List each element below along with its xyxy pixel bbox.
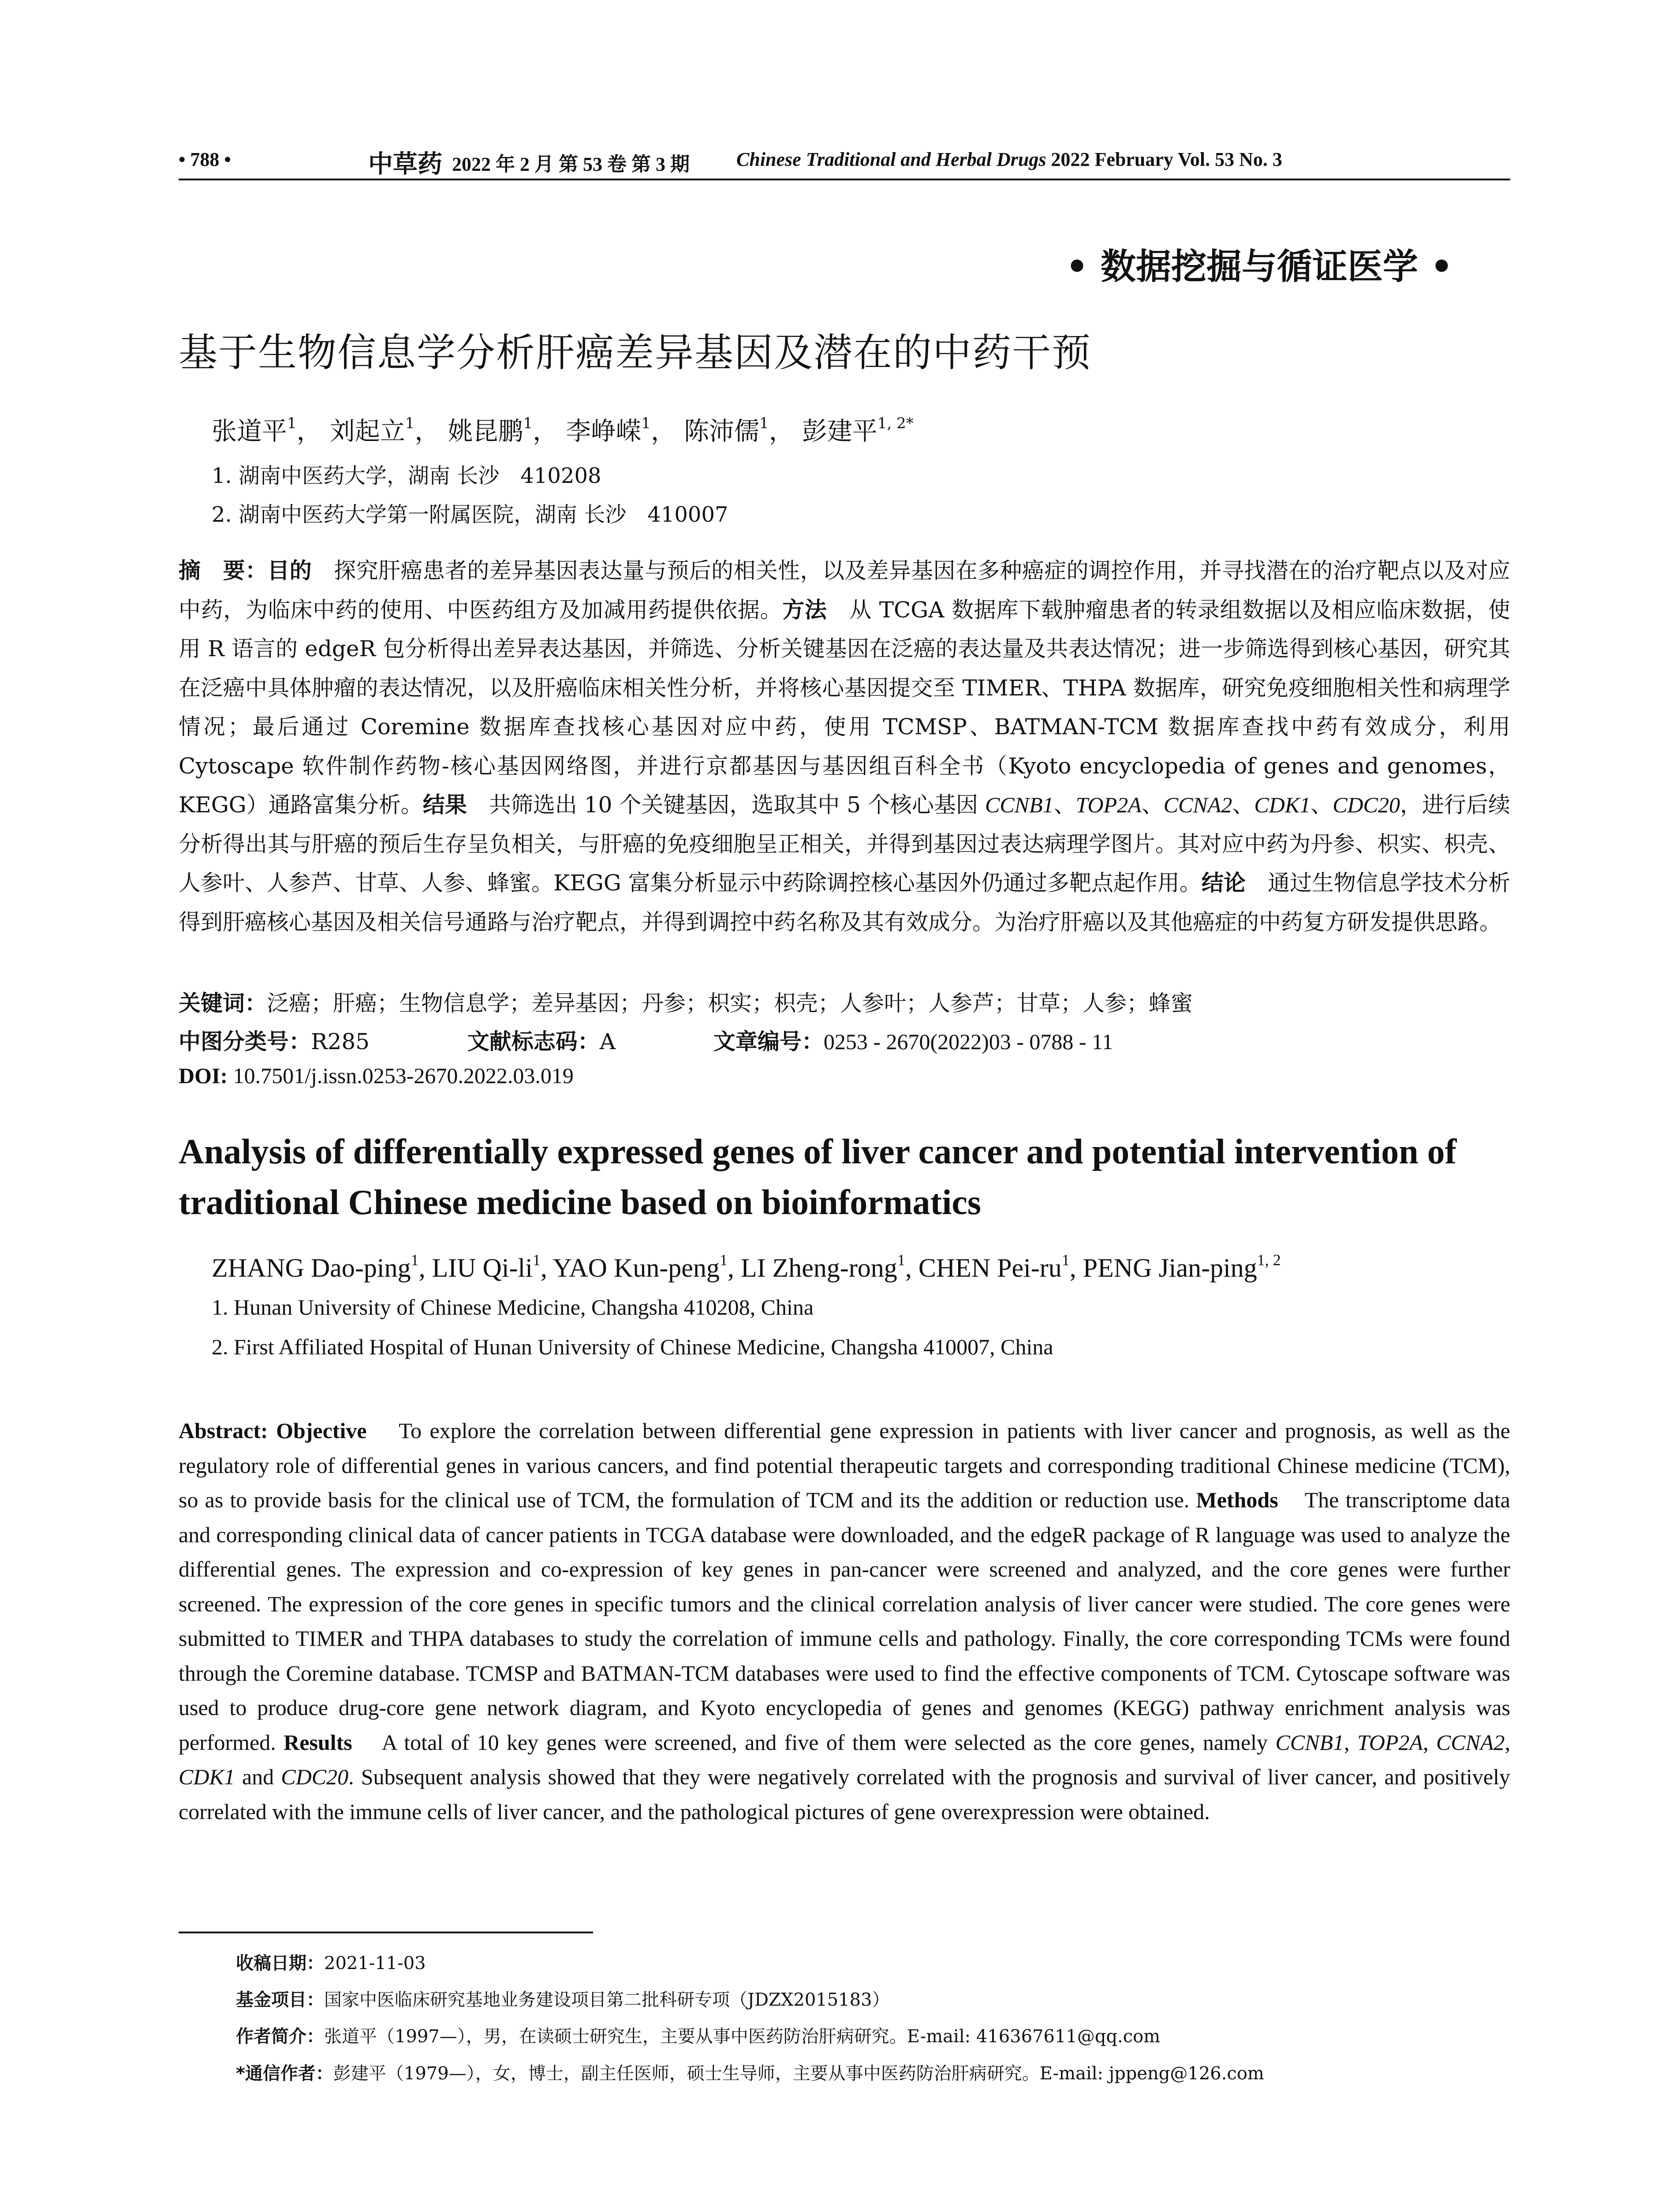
gene-name: TOP2A xyxy=(1357,1730,1423,1755)
author-sup: 1 xyxy=(532,1251,541,1269)
page-number: • 788 • xyxy=(179,149,231,170)
author-sup: 1 xyxy=(641,415,651,432)
title-cn: 基于生物信息学分析肝癌差异基因及潜在的中药干预 xyxy=(179,330,1092,375)
footnote-received xyxy=(236,1949,426,1974)
author-en: CHEN Pei-ru xyxy=(918,1253,1062,1282)
author-sup: 1 xyxy=(897,1251,905,1269)
footnote-text: 2021-11-03 xyxy=(324,1953,426,1973)
author-sup: 1 xyxy=(759,415,769,432)
issue-en-tail: 2022 February Vol. 53 No. 3 xyxy=(1051,149,1282,170)
author-cn: 张道平 xyxy=(212,417,287,446)
separator: 、 xyxy=(1310,792,1333,818)
author-en: YAO Kun-peng xyxy=(553,1253,720,1282)
header-issue-cn: 2022 年 2 月 第 53 卷 第 3 期 xyxy=(452,153,690,175)
gene-name: TOP2A xyxy=(1075,792,1142,817)
results-cn-b: ，进行后续分析得出其与肝癌的预后生存呈负相关，与肝癌的免疫细胞呈正相关，并得到基因过表达病理学图片。其对应中药为丹参、枳实、枳壳、人参叶、人参芦、甘草、人参、蜂蜜。KEGG 富集分析显示中药除调控核心基因外仍通过多靶点起作用。 xyxy=(179,792,1511,896)
title-en: Analysis of differentially expressed genes of liver cancer and potential intervention of traditional Chinese medicine based on bioinformatics xyxy=(179,1132,1457,1222)
doi-label: DOI: xyxy=(179,1063,228,1088)
footnote-rule xyxy=(179,1932,593,1933)
author-sup: 1, 2 xyxy=(1257,1251,1281,1269)
article-no-label: 文章编号： xyxy=(713,1029,824,1054)
running-header xyxy=(179,148,1510,179)
affiliation-en-2: 2. First Affiliated Hospital of Hunan University of Chinese Medicine, Changsha 410007, China xyxy=(212,1334,1053,1359)
footnote-label: 作者简介： xyxy=(236,2026,324,2047)
abstract-en: Abstract: Objective To explore the correlation between differential gene expression in patients with liver cancer and prognosis, as well as the regulatory role of differential genes in various cancers, and find potential therapeutic targets and corresponding traditional Chinese medicine (TCM), so as to provide basis for the clinical use of TCM, the formulation of TCM and its the addition or reduction use. Methods The transcriptome data and corresponding clinical data of cancer patients in TCGA database were downloaded, and the edgeR package of R language was used to analyze the differential genes. The expression and co-expression of key genes in pan-cancer were screened and analyzed, and the core genes were further screened. The expression of the core genes in specific tumors and the clinical correlation analysis of liver cancer were studied. The core genes were submitted to TIMER and THPA databases to study the correlation of immune cells and pathology. Finally, the core corresponding TCMs were found through the Coremine database. TCMSP and BATMAN-TCM databases were used to find the effective components of TCM. Cytoscape software was used to produce drug-core gene network diagram, and Kyoto encyclopedia of genes and genomes (KEGG) pathway enrichment analysis was performed. Results A total of 10 key genes were screened, and five of them were selected as the core genes, namely CCNB1, TOP2A, CCNA2, CDK1 and CDC20. Subsequent analysis showed that they were negatively correlated with the prognosis and survival of liver cancer, and positively correlated with the immune cells of liver cancer, and the pathological pictures of gene overexpression were obtained. xyxy=(179,1418,1511,1824)
gene-name: CCNA2 xyxy=(1163,792,1232,817)
keywords-line xyxy=(179,986,1193,1017)
separator: 、 xyxy=(1141,792,1164,818)
column-label: • 数据挖掘与循证医学 • xyxy=(1066,246,1453,287)
gene-name: CDK1 xyxy=(1254,792,1311,817)
results-label-cn: 结果 xyxy=(422,792,467,818)
gene-name: CCNB1 xyxy=(1275,1730,1344,1755)
results-cn-a: 共筛选出 10 个关键基因，选取其中 5 个核心基因 xyxy=(489,792,985,818)
methods-cn: 从 TCGA 数据库下载肿瘤患者的转录组数据以及相应临床数据，使用 R 语言的 edgeR 包分析得出差异表达基因，并筛选、分析关键基因在泛癌的表达量及共表达情况；进一步筛选得到核心基因，研究其在泛癌中具体肿瘤的表达情况，以及肝癌临床相关性分析，并将核心基因提交至 TIMER、THPA 数据库，研究免疫细胞相关性和病理学情况；最后通过 Coremine 数据库查找核心基因对应中药，使用 TCMSP、BATMAN-TCM 数据库查找中药有效成分，利用 Cytoscape 软件制作药物-核心基因网络图，并进行京都基因与基因组百科全书（Kyoto encyclopedia of genes and genomes，KEGG）通路富集分析。 xyxy=(179,597,1511,818)
objective-label-cn: 目的 xyxy=(267,558,312,583)
abstract-cn-label: 摘 要： xyxy=(179,558,268,583)
keywords-text: 泛癌；肝癌；生物信息学；差异基因；丹参；枳实；枳壳；人参叶；人参芦；甘草；人参；蜂蜜 xyxy=(267,990,1193,1016)
methods-label-cn: 方法 xyxy=(782,597,827,623)
doc-code-label: 文献标志码： xyxy=(467,1029,600,1054)
gene-name: CDC20 xyxy=(281,1764,349,1789)
methods-label-en: Methods xyxy=(1196,1487,1278,1512)
methods-en: The transcriptome data and corresponding clinical data of cancer patients in TCGA database were downloaded, and the edgeR package of R language was used to analyze the differential genes. The expression and co-expression of key genes in pan-cancer were screened and analyzed, and the core genes were further screened. The expression of the core genes in specific tumors and the clinical correlation analysis of liver cancer were studied. The core genes were submitted to TIMER and THPA databases to study the correlation of immune cells and pathology. Finally, the core corresponding TCMs were found through the Coremine database. TCMSP and BATMAN-TCM databases were used to find the effective components of TCM. Cytoscape software was used to produce drug-core gene network diagram, and Kyoto encyclopedia of genes and genomes (KEGG) pathway enrichment analysis was performed. xyxy=(179,1487,1510,1755)
affiliation-cn-1: 1. 湖南中医药大学，湖南 长沙 410208 xyxy=(212,463,601,488)
journal-name-en: Chinese Traditional and Herbal Drugs xyxy=(736,149,1046,170)
classification-line xyxy=(179,1024,1510,1056)
separator: 、 xyxy=(1053,792,1076,818)
author-cn: 陈沛儒 xyxy=(684,417,760,446)
doc-code-value: A xyxy=(599,1029,616,1054)
author-sup: 1 xyxy=(411,1251,419,1269)
abstract-en-label: Abstract: Objective xyxy=(179,1418,367,1443)
footnote-label: *通信作者： xyxy=(236,2063,333,2084)
author-sup: 1 xyxy=(405,415,415,432)
author-cn: 刘起立 xyxy=(329,417,405,446)
author-cn: 姚昆鹏 xyxy=(448,417,523,446)
and-word: and xyxy=(242,1764,274,1789)
abstract-cn xyxy=(179,551,1510,942)
header-rule xyxy=(179,179,1510,180)
footnote-author xyxy=(236,2022,1160,2048)
footnote-text: 彭建平（1979—），女，博士，副主任医师，硕士生导师，主要从事中医药防治肝病研究。E-mail: jppeng@126.com xyxy=(333,2063,1264,2084)
authors-cn: 张道平$^1$， 刘起立$^1$， 姚昆鹏$^1$， 李峥嵘$^1$， 陈沛儒$^1$， 彭建平$^{1, 2*}$ xyxy=(212,415,914,446)
conclusion-label-cn: 结论 xyxy=(1201,870,1246,896)
doi-value: 10.7501/j.issn.0253-2670.2022.03.019 xyxy=(233,1063,574,1088)
author-en: PENG Jian-ping xyxy=(1083,1253,1257,1282)
clc-label: 中图分类号： xyxy=(179,1029,311,1054)
journal-logo: 中草药 xyxy=(368,149,442,179)
keywords-label: 关键词： xyxy=(179,990,267,1016)
author-en: LI Zheng-rong xyxy=(740,1253,897,1282)
author-en: LIU Qi-li xyxy=(432,1253,533,1282)
author-sup: 1 xyxy=(287,415,297,432)
gene-name: CDC20 xyxy=(1333,792,1400,817)
clc-value: R285 xyxy=(311,1029,370,1054)
affiliation-en-1: 1. Hunan University of Chinese Medicine, Changsha 410208, China xyxy=(212,1295,814,1319)
doi-line xyxy=(179,1063,574,1088)
results-en-b: . Subsequent analysis showed that they were negatively correlated with the prognosis and survival of liver cancer, and positively correlated with the immune cells of liver cancer, and the pathological pictures of gene overexpression were obtained. xyxy=(179,1764,1511,1824)
header-issue-en xyxy=(736,148,1282,171)
gene-name: CCNA2 xyxy=(1436,1730,1505,1755)
gene-name: CDK1 xyxy=(179,1764,235,1789)
footnote-text: 张道平（1997—），男，在读硕士研究生，主要从事中医药防治肝病研究。E-mail: 416367611@qq.com xyxy=(324,2026,1161,2047)
author-cn: 李峥嵘 xyxy=(566,417,642,446)
authors-en: ZHANG Dao-ping$^1$, LIU $Qi-li^1$, YAO Kun-peng$^1$, LI Zheng-rong$^1$, CHEN Pei-$ru^1$, PENG Jian-ping$^{1, 2}$ xyxy=(212,1251,1281,1282)
footnote-fund xyxy=(236,1986,890,2011)
gene-name: CCNB1 xyxy=(985,792,1054,817)
author-sup: 1, 2* xyxy=(877,415,914,432)
author-sup: 1 xyxy=(1061,1251,1070,1269)
author-en: ZHANG Dao-ping xyxy=(212,1253,411,1282)
results-label-en: Results xyxy=(284,1730,352,1755)
objective-en: To explore the correlation between differential gene expression in patients with liver cancer and prognosis, as well as the regulatory role of differential genes in various cancers, and find potential therapeutic targets and corresponding traditional Chinese medicine (TCM), so as to provide basis for the clinical use of TCM, the formulation of TCM and its the addition or reduction use. xyxy=(179,1418,1510,1512)
footnote-label: 基金项目： xyxy=(236,1990,324,2010)
article-no-value: 0253 - 2670(2022)03 - 0788 - 11 xyxy=(823,1029,1113,1054)
footnote-text: 国家中医临床研究基地业务建设项目第二批科研专项（JDZX2015183） xyxy=(324,1990,890,2010)
author-sup: 1 xyxy=(523,415,533,432)
conclusion-cn: 通过生物信息学技术分析得到肝癌核心基因及相关信号通路与治疗靶点，并得到调控中药名称及其有效成分。为治疗肝癌以及其他癌症的中药复方研发提供思路。 xyxy=(179,870,1511,935)
results-en-a: A total of 10 key genes were screened, and five of them were selected as the core genes, namely xyxy=(381,1730,1268,1755)
footnote-corresponding xyxy=(236,2059,1264,2085)
author-cn: 彭建平 xyxy=(802,417,877,446)
affiliation-cn-2: 2. 湖南中医药大学第一附属医院，湖南 长沙 410007 xyxy=(212,502,728,527)
objective-cn: 探究肝癌患者的差异基因表达量与预后的相关性，以及差异基因在多种癌症的调控作用，并寻找潜在的治疗靶点以及对应中药，为临床中药的使用、中医药组方及加减用药提供依据。 xyxy=(179,558,1511,623)
author-sup: 1 xyxy=(719,1251,728,1269)
separator: 、 xyxy=(1232,792,1254,818)
footnote-label: 收稿日期： xyxy=(236,1953,324,1973)
